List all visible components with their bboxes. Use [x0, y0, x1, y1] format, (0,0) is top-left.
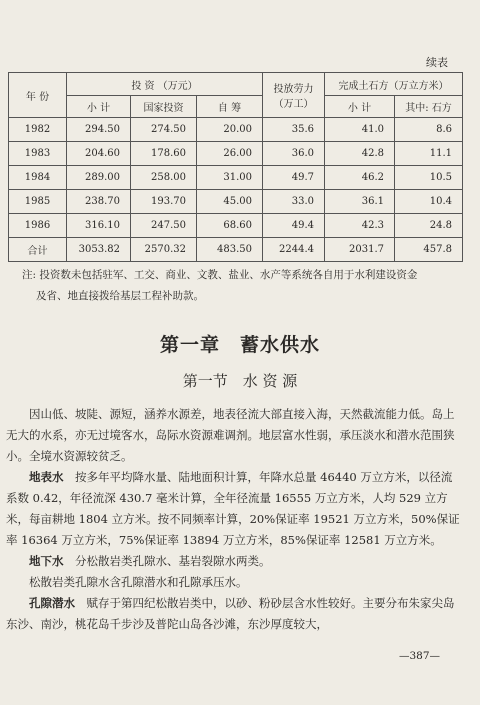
table-cell: 68.60 [197, 214, 263, 238]
total-row [9, 238, 463, 262]
header-labor-label: 投放劳力 [273, 84, 314, 95]
keyword-surface-water: 地表水 [29, 470, 64, 484]
table-cell: 204.60 [67, 142, 131, 166]
table-cell: 20.00 [197, 118, 263, 142]
table-cell: 238.70 [67, 190, 131, 214]
table-cell: 49.7 [263, 166, 325, 190]
paragraph: 松散岩类孔隙水含孔隙潜水和孔隙承压水。 [29, 575, 248, 589]
table-cell: 49.4 [263, 214, 325, 238]
subheader-stone: 其中: 石方 [395, 96, 463, 118]
paragraph-text: 赋存于第四纪松散岩类中，以砂、粉砂层含水性较好。主要分布朱家尖岛东沙、南沙，桃花岛千步沙及普陀山岛各沙滩，东沙厚度较大， [6, 596, 455, 631]
table-cell: 11.1 [395, 142, 463, 166]
table-cell: 258.00 [131, 166, 197, 190]
table-cell: 457.8 [395, 238, 463, 262]
section-title: 第一节 水 资 源 [182, 372, 298, 390]
chapter-title: 第一章 蓄水供水 [159, 334, 320, 356]
table-cell: 2244.4 [263, 238, 325, 262]
table-cell: 3053.82 [67, 238, 131, 262]
table-row [9, 118, 463, 142]
body-text [6, 404, 462, 635]
year-cell: 1983 [9, 142, 67, 166]
table-cell: 2570.32 [131, 238, 197, 262]
continued-label: 续表 [426, 56, 448, 69]
table-note [22, 265, 452, 307]
table-cell: 483.50 [197, 238, 263, 262]
keyword-groundwater: 地下水 [29, 554, 64, 568]
table-cell: 35.6 [263, 118, 325, 142]
header-year: 年 份 [9, 73, 67, 118]
table-row [9, 142, 463, 166]
table-cell: 36.1 [325, 190, 395, 214]
table-cell: 10.4 [395, 190, 463, 214]
keyword-pore-phreatic-water: 孔隙潜水 [29, 596, 75, 610]
subheader-state-investment: 国家投资 [131, 96, 197, 118]
table-cell: 41.0 [325, 118, 395, 142]
paragraph: 因山低、坡陡、源短，涵养水源差，地表径流大部直接入海，天然截流能力低。岛上无大的水系，亦无过境客水，岛际水资源难调剂。地层富水性弱，承压淡水和潜水范围狭小。全境水资源较贫乏。 [6, 407, 455, 463]
paragraph [6, 593, 462, 635]
table-cell: 178.60 [131, 142, 197, 166]
table-cell: 36.0 [263, 142, 325, 166]
table-cell: 33.0 [263, 190, 325, 214]
table-cell: 2031.7 [325, 238, 395, 262]
table-cell: 289.00 [67, 166, 131, 190]
header-investment: 投 资 （万元） [67, 73, 263, 96]
header-labor-unit: （万工） [273, 99, 314, 110]
paragraph-text: 分松散岩类孔隙水、基岩裂隙水两类。 [63, 554, 271, 568]
note-line-2: 及省、地直接拨给基层工程补助款。 [36, 290, 204, 302]
table-cell: 45.00 [197, 190, 263, 214]
table-cell: 294.50 [67, 118, 131, 142]
year-cell: 1984 [9, 166, 67, 190]
table-cell: 8.6 [395, 118, 463, 142]
total-label: 合计 [9, 238, 67, 262]
header-earthwork: 完成土石方（万立方米） [325, 73, 463, 96]
year-cell: 1982 [9, 118, 67, 142]
subheader-earth-subtotal: 小 计 [325, 96, 395, 118]
subheader-subtotal: 小 计 [67, 96, 131, 118]
table-row [9, 214, 463, 238]
table-cell: 10.5 [395, 166, 463, 190]
investment-table [8, 72, 463, 262]
year-cell: 1986 [9, 214, 67, 238]
paragraph [6, 467, 462, 551]
table-cell: 42.3 [325, 214, 395, 238]
table-cell: 26.00 [197, 142, 263, 166]
note-line-1: 注: 投资数未包括驻军、工交、商业、文教、盐业、水产等系统各自用于水利建设资金 [22, 269, 418, 281]
table-cell: 193.70 [131, 190, 197, 214]
table-row [9, 166, 463, 190]
paragraph [6, 551, 462, 572]
page-number: —387— [398, 650, 440, 662]
table-cell: 31.00 [197, 166, 263, 190]
table-cell: 24.8 [395, 214, 463, 238]
header-labor [263, 73, 325, 118]
year-cell: 1985 [9, 190, 67, 214]
table-cell: 274.50 [131, 118, 197, 142]
table-cell: 247.50 [131, 214, 197, 238]
table-cell: 46.2 [325, 166, 395, 190]
subheader-self-raised: 自 筹 [197, 96, 263, 118]
table-cell: 42.8 [325, 142, 395, 166]
paragraph-text: 按多年平均降水量、陆地面积计算，年降水总量 46440 万立方米，以径流系数 0.42，年径流深 430.7 毫米计算，全年径流量 16555 万立方米，人均 529 立方米，每亩耕地 1804 立方米。按不同频率计算，20%保证率 19521 万立方米，50%保证率 16364 万立方米，75%保证率 13894 万立方米，85%保证率 12581 万立方米。 [6, 470, 460, 547]
table-cell: 316.10 [67, 214, 131, 238]
table-row [9, 190, 463, 214]
